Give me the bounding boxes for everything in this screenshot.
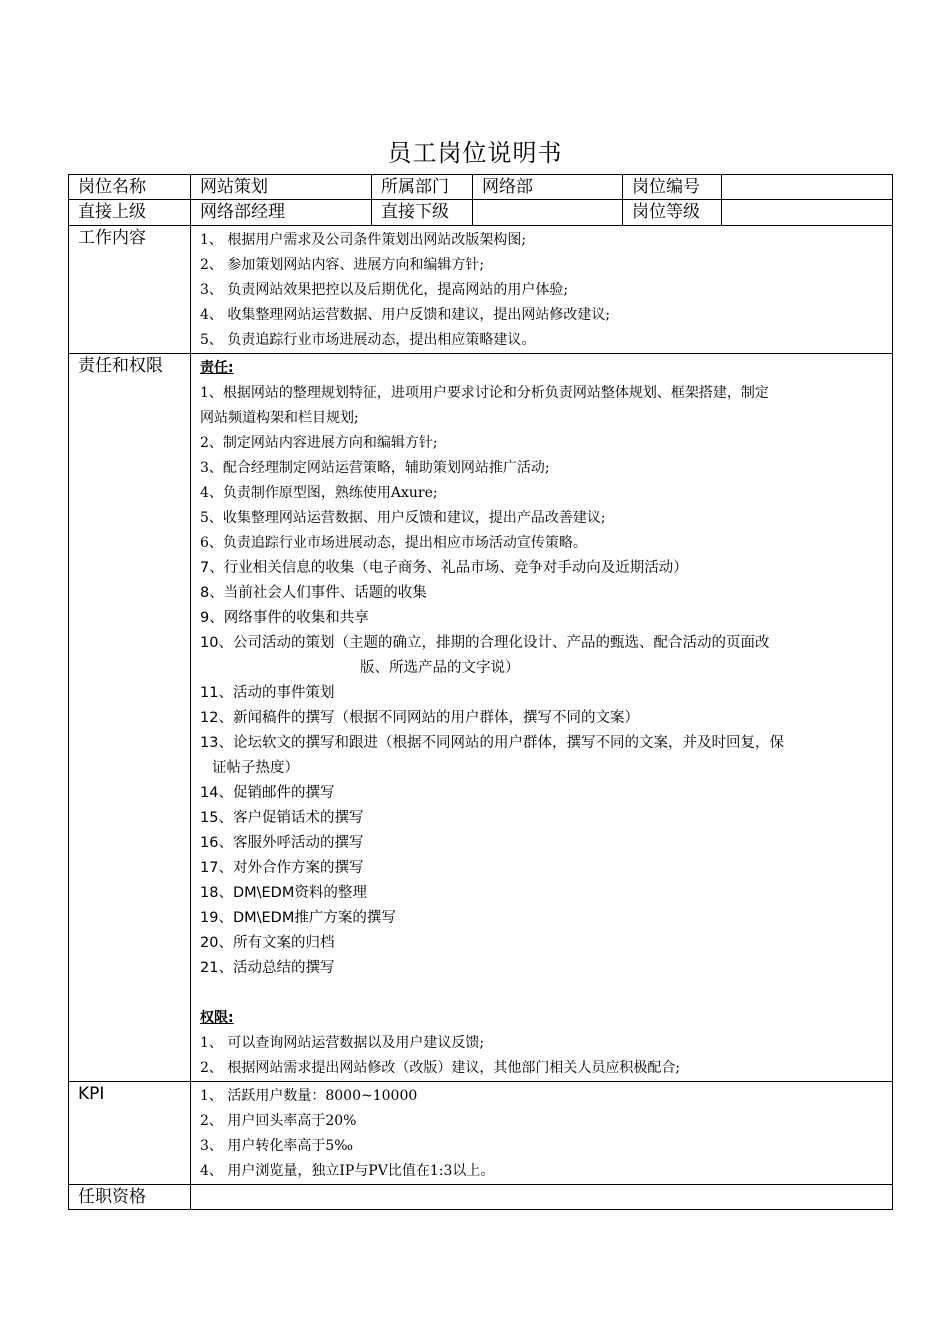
document-title: 员工岗位说明书 [387, 139, 563, 167]
row-superior [69, 200, 893, 226]
label-work-content: 工作内容 [69, 226, 191, 354]
kpi-item: 2、 用户回头率高于20% [200, 1113, 357, 1129]
responsibility-item: 4、负责制作原型图，熟练使用Axure; [200, 485, 438, 501]
label-position-level: 岗位等级 [623, 200, 722, 226]
work-item: 5、 负责追踪行业市场进展动态，提出相应策略建议。 [200, 332, 536, 348]
responsibility-heading: 责任: [200, 360, 234, 376]
kpi-item: 4、 用户浏览量，独立IP与PV比值在1:3以上。 [200, 1163, 495, 1179]
responsibility-item: 5、收集整理网站运营数据、用户反馈和建议，提出产品改善建议; [200, 510, 606, 526]
authority-item: 2、 根据网站需求提出网站修改（改版）建议，其他部门相关人员应积极配合; [200, 1060, 681, 1076]
responsibility-item: 3、配合经理制定网站运营策略，辅助策划网站推广活动; [200, 460, 550, 476]
label-qualification: 任职资格 [69, 1185, 191, 1210]
row-position [69, 175, 893, 200]
work-item: 3、 负责网站效果把控以及后期优化，提高网站的用户体验; [200, 282, 569, 298]
label-department: 所属部门 [372, 175, 473, 200]
value-direct-subordinate [473, 200, 623, 226]
task-item: 15、客户促销话术的撰写 [200, 810, 364, 826]
value-department: 网络部 [473, 175, 623, 200]
task-item: 12、新闻稿件的撰写（根据不同网站的用户群体，撰写不同的文案） [200, 710, 639, 726]
row-duty-authority [69, 354, 893, 1082]
label-direct-subordinate: 直接下级 [372, 200, 473, 226]
value-qualification [191, 1185, 893, 1210]
value-direct-superior: 网络部经理 [191, 200, 372, 226]
responsibility-item: 2、制定网站内容进展方向和编辑方针; [200, 435, 438, 451]
responsibility-item: 网站频道构架和栏目规划; [200, 410, 359, 426]
work-item: 1、 根据用户需求及公司条件策划出网站改版架构图; [200, 232, 527, 248]
value-position-name: 网站策划 [191, 175, 372, 200]
task-item: 14、促销邮件的撰写 [200, 785, 335, 801]
task-item-continuation: 证帖子热度） [212, 760, 299, 776]
task-item: 10、公司活动的策划（主题的确立，排期的合理化设计、产品的甄选、配合活动的页面改 [200, 635, 770, 651]
value-position-number [722, 175, 893, 200]
work-item: 2、 参加策划网站内容、进展方向和编辑方针; [200, 257, 485, 273]
task-item: 21、活动总结的撰写 [200, 960, 335, 976]
row-work-content [69, 226, 893, 354]
row-qualification [69, 1185, 893, 1210]
authority-heading: 权限: [200, 1010, 234, 1026]
task-item: 8、当前社会人们事件、话题的收集 [200, 585, 427, 601]
task-item: 17、对外合作方案的撰写 [200, 860, 364, 876]
job-description-table [68, 174, 893, 1210]
task-item: 19、DM\EDM推广方案的撰写 [200, 910, 396, 926]
task-item: 9、网络事件的收集和共享 [200, 610, 369, 626]
kpi-item: 3、 用户转化率高于5‰ [200, 1138, 354, 1154]
task-item: 20、所有文案的归档 [200, 935, 335, 951]
label-kpi: KPI [69, 1082, 191, 1185]
value-position-level [722, 200, 893, 226]
work-content-list [191, 226, 893, 354]
label-duty-authority: 责任和权限 [69, 354, 191, 1082]
task-item: 7、行业相关信息的收集（电子商务、礼品市场、竞争对手动向及近期活动） [200, 560, 688, 576]
task-item: 18、DM\EDM资料的整理 [200, 885, 367, 901]
spacer [200, 981, 886, 1006]
responsibility-item: 1、根据网站的整理规划特征，进项用户要求讨论和分析负责网站整体规划、框架搭建，制定 [200, 385, 769, 401]
kpi-list [191, 1082, 893, 1185]
duty-authority-list [191, 354, 893, 1082]
kpi-item: 1、 活跃用户数量：8000~10000 [200, 1088, 418, 1104]
work-item: 4、 收集整理网站运营数据、用户反馈和建议，提出网站修改建议; [200, 307, 611, 323]
task-item: 11、活动的事件策划 [200, 685, 335, 701]
label-position-name: 岗位名称 [69, 175, 191, 200]
responsibility-item: 6、负责追踪行业市场进展动态，提出相应市场活动宣传策略。 [200, 535, 587, 551]
label-position-number: 岗位编号 [623, 175, 722, 200]
label-direct-superior: 直接上级 [69, 200, 191, 226]
task-item: 16、客服外呼活动的撰写 [200, 835, 364, 851]
task-item-continuation: 版、所选产品的文字说） [360, 660, 520, 676]
task-item: 13、论坛软文的撰写和跟进（根据不同网站的用户群体，撰写不同的文案，并及时回复，保 [200, 735, 784, 751]
authority-item: 1、 可以查询网站运营数据以及用户建议反馈; [200, 1035, 485, 1051]
row-kpi [69, 1082, 893, 1185]
